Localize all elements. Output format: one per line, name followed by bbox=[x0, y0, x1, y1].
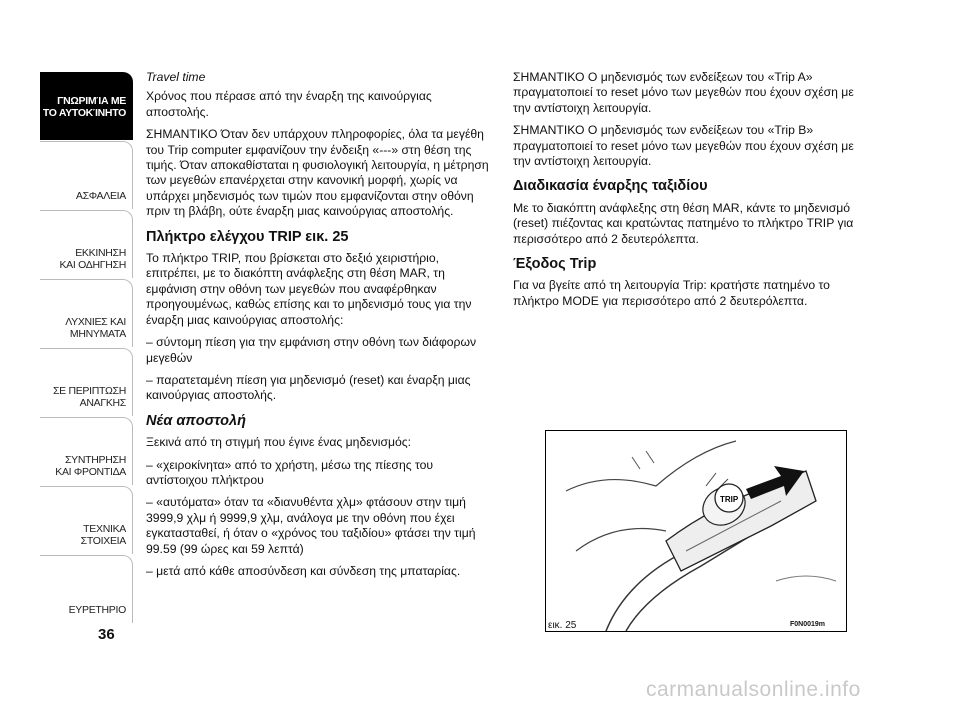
section-heading-trip-button: Πλήκτρο ελέγχου TRIP εικ. 25 bbox=[146, 228, 349, 245]
watermark-footer: carmanualsonline.info bbox=[646, 678, 861, 701]
text-column-left bbox=[146, 70, 496, 586]
figure-trip-stalk bbox=[545, 430, 847, 632]
paragraph: – «χειροκίνητα» από το χρήστη, μέσω της πίεσης του αντίστοιχου πλήκτρου bbox=[146, 457, 434, 487]
page-number: 36 bbox=[98, 626, 115, 643]
tab-maintenance[interactable]: ΣΥΝΤΗΡΗΣΗ ΚΑΙ ΦΡΟΝΤΙΔΑ bbox=[40, 417, 133, 485]
tab-technical-data[interactable]: ΤΕΧΝΙΚΑ ΣΤΟΙΧΕΙΑ bbox=[40, 486, 133, 554]
section-heading-new-trip: Νέα αποστολή bbox=[146, 412, 246, 429]
paragraph: ΣΗΜΑΝΤΙΚΟ Όταν δεν υπάρχουν πληροφορίες, όλα τα μεγέθη του Trip computer εμφανίζουν την ένδειξη «---» στη θέση της τιμής. Όταν αποκαθίσταται η φυσιολογική λειτουργία, η μέτρηση των μεγεθών επανέρχεται στην κανονική μορφή, χωρίς να υπάρχει μηδενισμός των τιμών που εμφανίζονται στην οθόνη πριν τη βλάβη, ούτε έναρξη μιας καινούργιας αποστολής. bbox=[146, 127, 489, 219]
stalk-illustration bbox=[546, 431, 846, 631]
tab-warning-lights[interactable]: ΛΥΧΝΙΕΣ ΚΑΙ ΜΗΝΥΜΑΤΑ bbox=[40, 279, 133, 347]
chapter-sidebar bbox=[40, 72, 133, 624]
paragraph: – μετά από κάθε αποσύνδεση και σύνδεση της μπαταρίας. bbox=[146, 563, 461, 578]
tab-emergency[interactable]: ΣΕ ΠΕΡΙΠΤΩΣΗ ΑΝΑΓΚΗΣ bbox=[40, 348, 133, 416]
paragraph: Με το διακόπτη ανάφλεξης στη θέση MAR, κάντε το μηδενισμό (reset) πιέζοντας και κρατώντας πατημένο το πλήκτρο TRIP για περισσότερο από 2 δευτερόλεπτα. bbox=[513, 200, 854, 246]
section-heading-start-trip: Διαδικασία έναρξης ταξιδίου bbox=[513, 178, 708, 195]
paragraph: – «αυτόματα» όταν τα «διανυθέντα χλμ» φτάσουν στην τιμή 3999,9 χλμ ή 9999,9 χλμ, ανάλογα με την οθόνη που έχει εγκατασταθεί, ή όταν ο «χρόνος του ταξιδίου» φτάσει την τιμή 99.59 (99 ώρες και 59 λεπτά) bbox=[146, 495, 476, 556]
paragraph: ΣΗΜΑΝΤΙΚΟ Ο μηδενισμός των ενδείξεων του «Trip A» πραγματοποιεί το reset μόνο των μεγεθών που έχουν σχέση με την αντίστοιχη λειτουργία. bbox=[513, 70, 854, 115]
paragraph: Το πλήκτρο TRIP, που βρίσκεται στο δεξιό χειριστήριο, επιτρέπει, με το διακόπτη ανάφλεξης στη θέση MAR, τη εμφάνιση στην οθόνη των μεγεθών που αναφέρθηκαν προηγουμένως, καθώς επίσης και το μηδενισμό τους για την έναρξη μιας καινούργιας αποστολής: bbox=[146, 251, 472, 327]
paragraph: – σύντομη πίεση για την εμφάνιση στην οθόνη των διάφορων μεγεθών bbox=[146, 335, 477, 365]
figure-caption: εικ. 25 bbox=[548, 620, 577, 631]
paragraph: – παρατεταμένη πίεση για μηδενισμό (reset) και έναρξη μιας καινούργιας αποστολής. bbox=[146, 372, 471, 403]
text-column-right bbox=[513, 70, 863, 316]
tab-getting-to-know-car[interactable]: ΓΝΩΡΙΜΊΑ ΜΕ ΤΟ ΑΥΤΟΚΊΝΗΤΟ bbox=[40, 72, 133, 140]
trip-button-label: TRIP bbox=[720, 495, 739, 504]
section-heading-exit-trip: Έξοδος Trip bbox=[513, 256, 597, 273]
tab-index[interactable]: ΕΥΡΕΤΗΡΙΟ bbox=[40, 555, 133, 623]
figure-code: F0N0019m bbox=[790, 621, 826, 628]
paragraph: Ξεκινά από τη στιγμή που έγινε ένας μηδενισμός: bbox=[146, 435, 412, 450]
paragraph: Για να βγείτε από τη λειτουργία Trip: κρατήστε πατημένο το πλήκτρο MODE για περισσότερο από 2 δευτερόλεπτα. bbox=[513, 278, 830, 308]
paragraph: ΣΗΜΑΝΤΙΚΟ Ο μηδενισμός των ενδείξεων του «Trip B» πραγματοποιεί το reset μόνο των μεγεθών που έχουν σχέση με την αντίστοιχη λειτουργία. bbox=[513, 123, 854, 169]
tab-starting-driving[interactable]: ΕΚΚΙΝΗΣΗ ΚΑΙ ΟΔΗΓΗΣΗ bbox=[40, 210, 133, 278]
tab-safety[interactable]: ΑΣΦΑΛΕΙΑ bbox=[40, 141, 133, 209]
travel-time-heading: Travel time bbox=[146, 70, 206, 84]
paragraph: Χρόνος που πέρασε από την έναρξη της καινούργιας αποστολής. bbox=[146, 89, 432, 119]
